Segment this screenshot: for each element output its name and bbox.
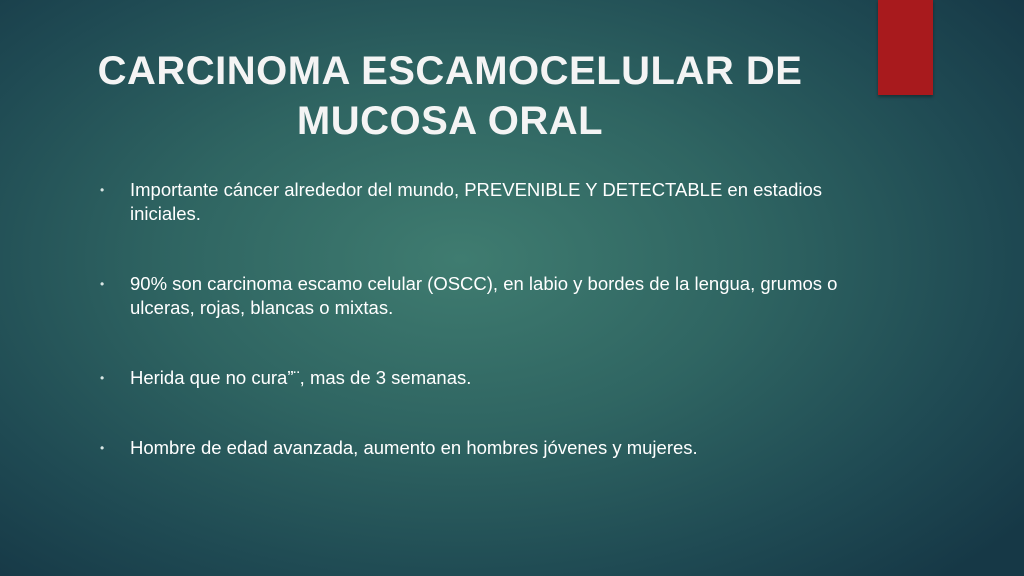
- bullet-text: Importante cáncer alrededor del mundo, PREVENIBLE Y DETECTABLE en estadios iniciales.: [130, 179, 823, 224]
- bullet-icon: •: [100, 183, 105, 197]
- bullet-icon: •: [100, 441, 105, 455]
- bullet-list: [100, 178, 850, 460]
- accent-bar: [878, 0, 933, 95]
- bullet-icon: •: [100, 371, 105, 385]
- bullet-text: 90% son carcinoma escamo celular (OSCC), en labio y bordes de la lengua, grumos o ulceras, rojas, blancas o mixtas.: [130, 273, 838, 318]
- bullet-text: Hombre de edad avanzada, aumento en hombres jóvenes y mujeres.: [130, 437, 698, 458]
- bullet-item-2: [100, 272, 850, 320]
- title-line-1: CARCINOMA ESCAMOCELULAR DE: [97, 49, 803, 93]
- bullet-item-1: [100, 178, 850, 226]
- title-line-2: MUCOSA ORAL: [296, 99, 604, 143]
- bullet-icon: •: [100, 277, 105, 291]
- slide-title: [60, 46, 840, 146]
- bullet-item-4: [100, 436, 850, 460]
- bullet-text: Herida que no cura”¨, mas de 3 semanas.: [130, 367, 472, 388]
- bullet-item-3: [100, 366, 850, 390]
